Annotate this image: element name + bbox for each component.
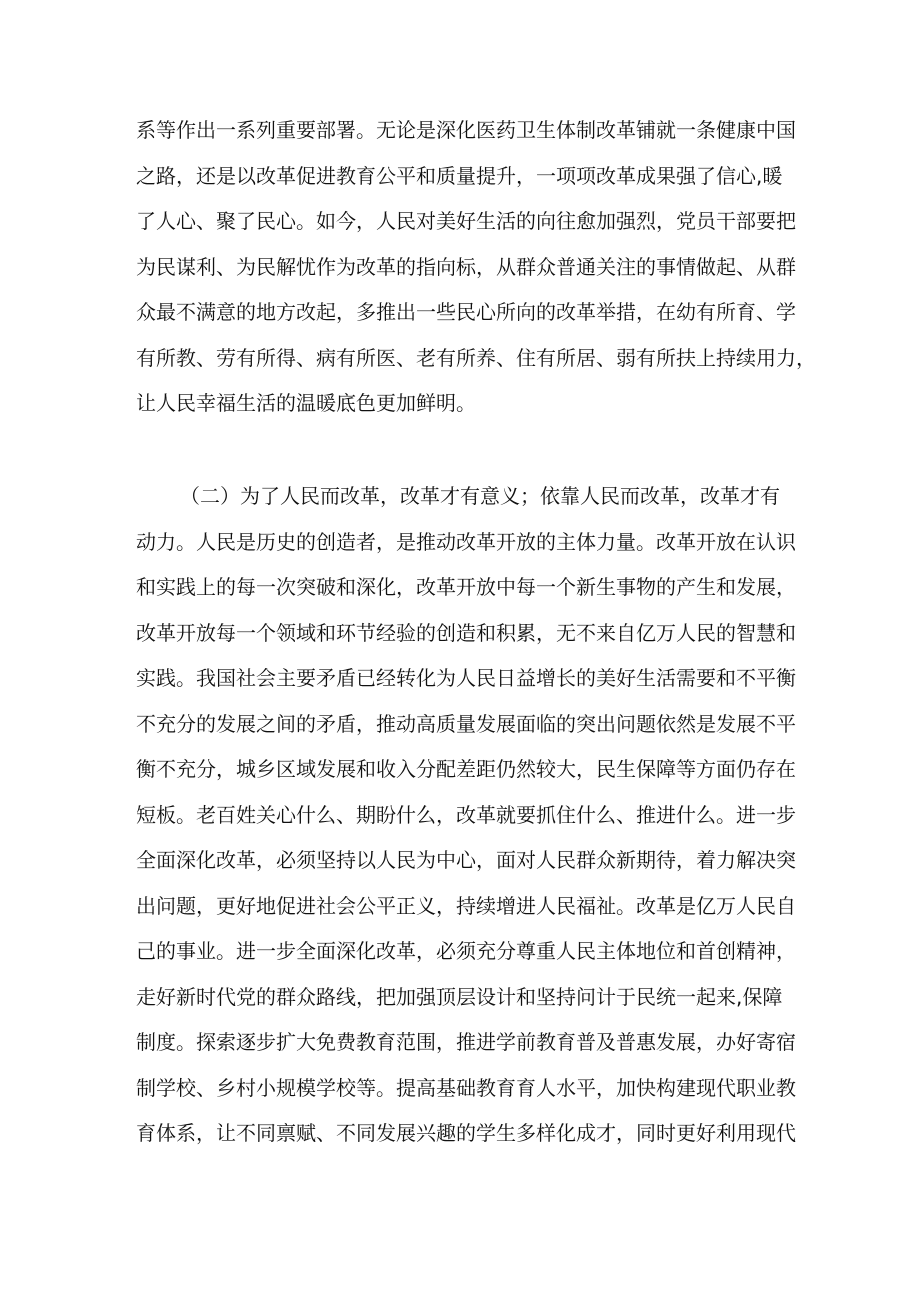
paragraph-1-line: 为民谋利、为民解忧作为改革的指向标，从群众普通关注的事情做起、从群 [136, 254, 796, 279]
paragraph-2-line: 走好新时代党的群众路线，把加强顶层设计和坚持问计于民统一起来,保障 [136, 984, 783, 1009]
paragraph-1 [136, 108, 816, 427]
paragraph-2-line: 改革开放每一个领域和环节经验的创造和积累，无不来自亿万人民的智慧和 [136, 620, 796, 645]
paragraph-2-line: 育体系，让不同禀赋、不同发展兴趣的学生多样化成才，同时更好利用现代 [136, 1121, 796, 1145]
paragraph-2-line: 动力。人民是历史的创造者，是推动改革开放的主体力量。改革开放在认识 [136, 529, 796, 554]
paragraph-1-line: 有所教、劳有所得、病有所医、老有所养、住有所居、弱有所扶上持续用力， [136, 345, 816, 370]
paragraph-1-line: 众最不满意的地方改起，多推出一些民心所向的改革举措，在幼有所育、学 [136, 300, 796, 324]
paragraph-2-line: 和实践上的每一次突破和深化，改革开放中每一个新生事物的产生和发展， [136, 575, 796, 599]
paragraph-1-line: 之路，还是以改革促进教育公平和质量提升，一项项改革成果强了信心,暖 [136, 163, 783, 188]
paragraph-2-line: 衡不充分，城乡区域发展和收入分配差距仍然较大，民生保障等方面仍存在 [136, 757, 796, 781]
paragraph-2-line: 不充分的发展之间的矛盾，推动高质量发展面临的突出问题依然是发展不平 [136, 711, 796, 736]
paragraph-2-line: （二）为了人民而改革，改革才有意义；依靠人民而改革，改革才有 [180, 484, 780, 508]
paragraph-1-line: 系等作出一系列重要部署。无论是深化医药卫生体制改革铺就一条健康中国 [136, 118, 796, 142]
paragraph-2-line: 全面深化改革，必须坚持以人民为中心，面对人民群众新期待，着力解决突 [136, 848, 796, 872]
paragraph-2-line: 短板。老百姓关心什么、期盼什么，改革就要抓住什么、推进什么。进一步 [136, 802, 796, 827]
paragraph-2-line: 制学校、乡村小规模学校等。提高基础教育育人水平，加快构建现代职业教 [136, 1075, 796, 1100]
paragraph-2-line: 己的事业。进一步全面深化改革，必须充分尊重人民主体地位和首创精神， [136, 939, 796, 963]
paragraph-2 [136, 474, 796, 1157]
paragraph-2-line: 实践。我国社会主要矛盾已经转化为人民日益增长的美好生活需要和不平衡 [136, 666, 796, 690]
paragraph-2-line: 制度。探索逐步扩大免费教育范围，推进学前教育普及普惠发展，办好寄宿 [136, 1030, 796, 1054]
paragraph-1-line: 了人心、聚了民心。如今，人民对美好生活的向往愈加强烈，党员干部要把 [136, 209, 796, 233]
paragraph-2-line: 出问题，更好地促进社会公平正义，持续增进人民福祉。改革是亿万人民自 [136, 893, 796, 918]
paragraph-1-line: 让人民幸福生活的温暖底色更加鲜明。 [136, 391, 476, 415]
